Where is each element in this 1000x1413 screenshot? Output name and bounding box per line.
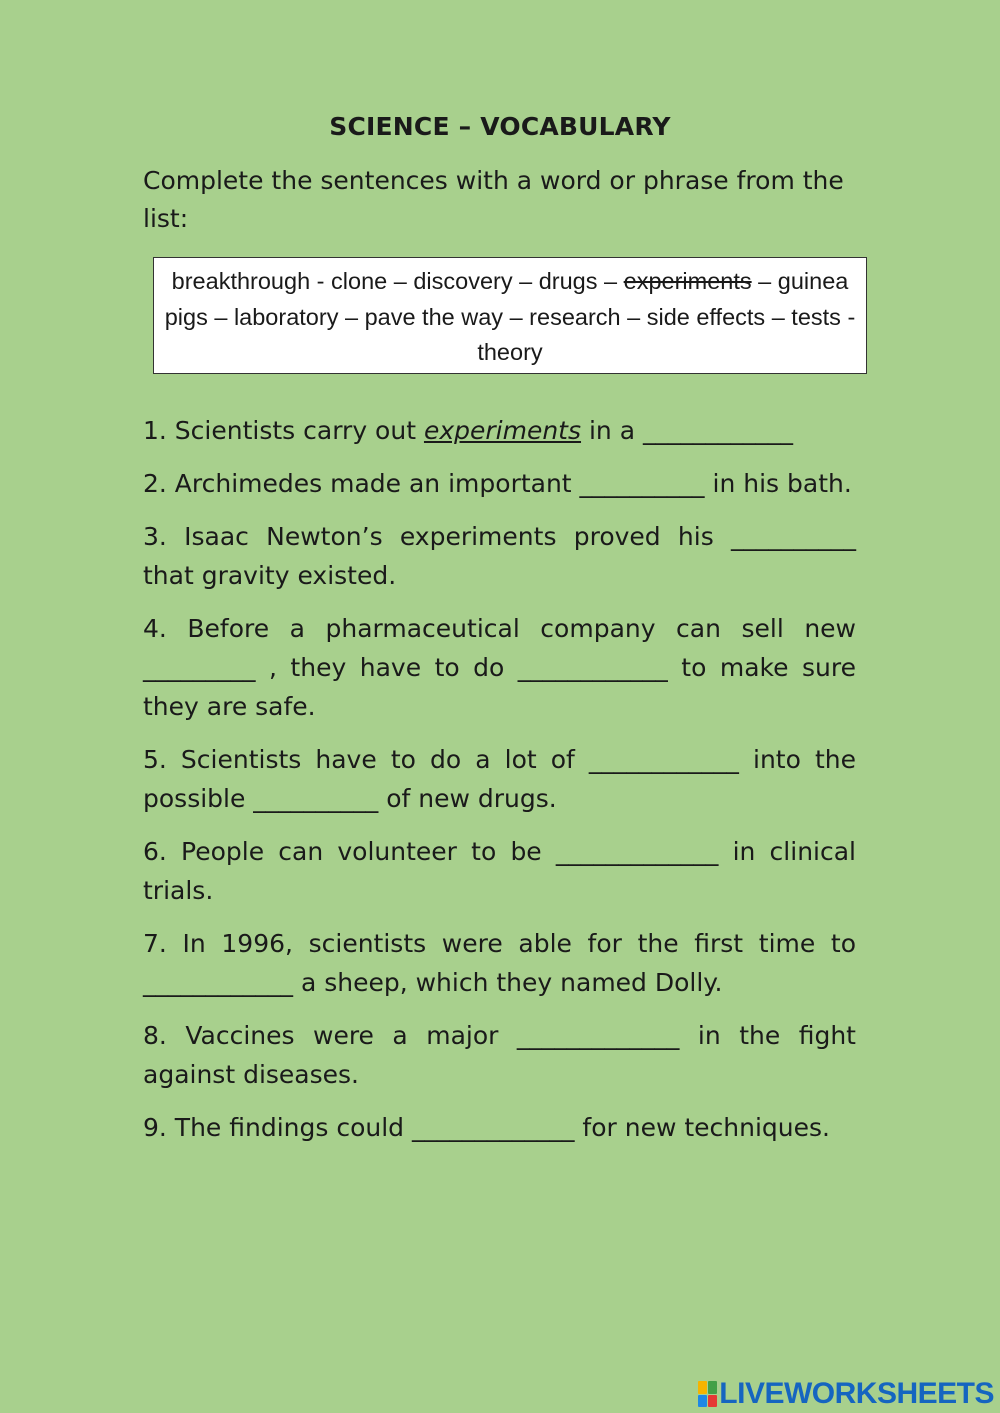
logo-icon-square-1 <box>698 1381 707 1394</box>
word-list-text: breakthrough - clone – discovery – drugs – <box>171 268 624 294</box>
question-1-blank[interactable]: in a ____________ <box>581 416 793 445</box>
question-8[interactable]: 8. Vaccines were a major _____________ in the fight against diseases. <box>143 1021 856 1089</box>
liveworksheets-logo[interactable] <box>698 1377 994 1411</box>
question-9[interactable]: 9. The findings could _____________ for new techniques. <box>143 1113 830 1142</box>
question-7[interactable]: 7. In 1996, scientists were able for the first time to ____________ a sheep, which they named Dolly. <box>143 929 856 997</box>
liveworksheets-logo-text: LIVEWORKSHEETS <box>719 1377 994 1410</box>
word-list-box <box>153 257 867 374</box>
question-4[interactable]: 4. Before a pharmaceutical company can sell new _________ , they have to do ____________ to make sure they are safe. <box>143 614 856 721</box>
questions-list <box>143 411 856 1161</box>
question-1 <box>143 411 856 450</box>
logo-icon-square-2 <box>708 1381 717 1394</box>
logo-icon-square-4 <box>708 1395 717 1408</box>
question-5[interactable]: 5. Scientists have to do a lot of ____________ into the possible __________ of new drugs. <box>143 745 856 813</box>
question-2[interactable]: 2. Archimedes made an important __________ in his bath. <box>143 469 852 498</box>
liveworksheets-logo-icon <box>698 1381 717 1407</box>
question-1-answer[interactable]: experiments <box>423 416 582 445</box>
word-list-struck-word: experiments <box>623 268 752 294</box>
word-list-text-rest: – guinea pigs – laboratory – pave the way – research – side effects – tests - theory <box>164 268 856 365</box>
logo-icon-square-3 <box>698 1395 707 1408</box>
worksheet-title: SCIENCE – VOCABULARY <box>329 112 671 141</box>
question-1-text: 1. Scientists carry out <box>143 416 424 445</box>
question-6[interactable]: 6. People can volunteer to be _____________ in clinical trials. <box>143 837 856 905</box>
instructions: Complete the sentences with a word or phrase from the list: <box>143 166 844 233</box>
question-3[interactable]: 3. Isaac Newton’s experiments proved his __________ that gravity existed. <box>143 522 856 590</box>
